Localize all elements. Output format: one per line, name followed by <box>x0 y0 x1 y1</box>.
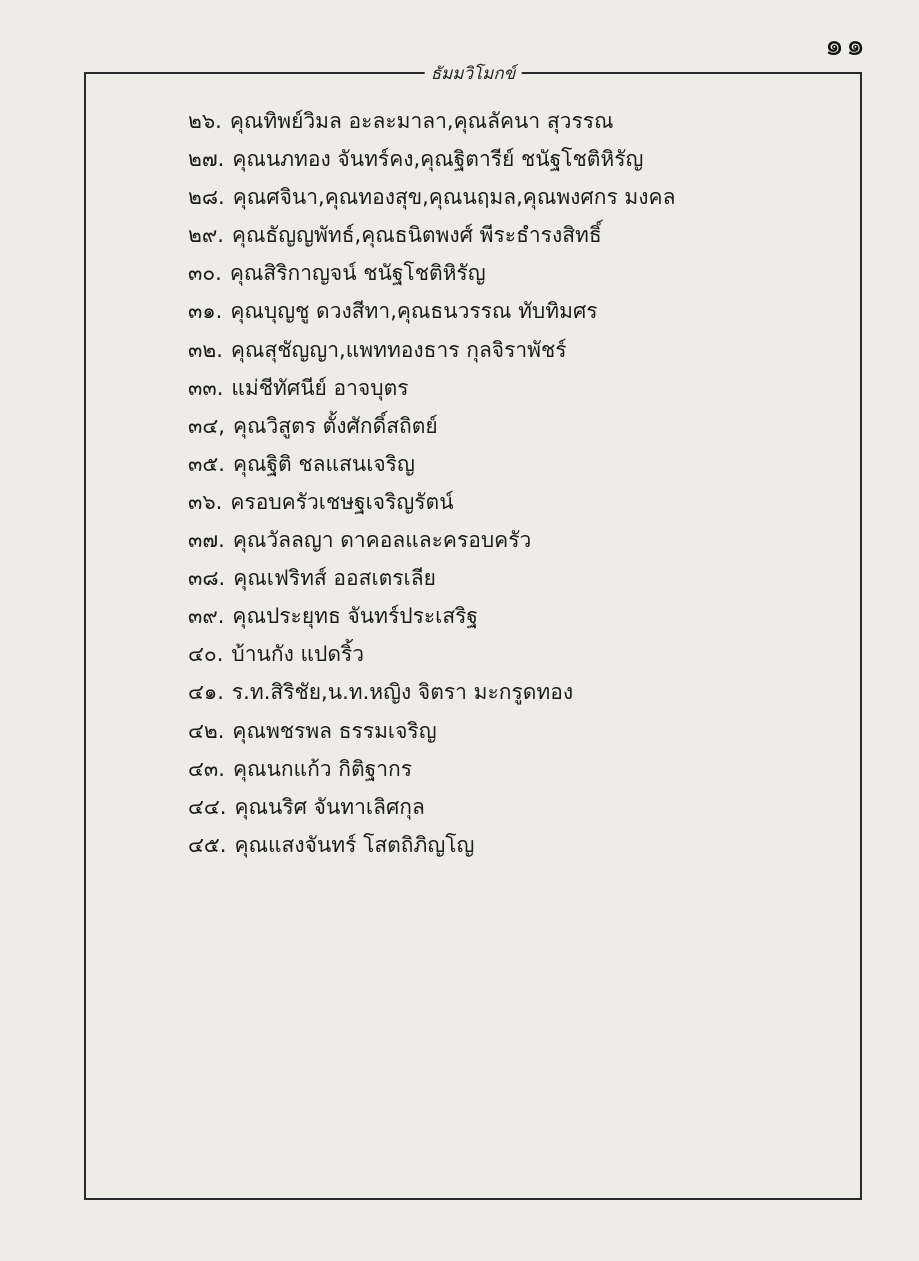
entry-number: ๓๙. <box>188 604 225 629</box>
header-label: ธัมมวิโมกข์ <box>425 60 522 87</box>
list-item <box>188 407 675 445</box>
entry-text: ครอบครัวเชษฐเจริญรัตน์ <box>230 489 454 514</box>
entry-text: คุณนริศ จันทาเลิศกุล <box>234 794 425 819</box>
list-item <box>188 788 675 826</box>
entry-number: ๓๐. <box>188 261 222 286</box>
entry-number: ๓๒. <box>188 337 223 362</box>
list-item <box>188 483 675 521</box>
list-item <box>188 750 675 788</box>
list-item <box>188 331 675 369</box>
list-item <box>188 712 675 750</box>
entry-text: คุณพชรพล ธรรมเจริญ <box>232 718 437 743</box>
list-item <box>188 826 675 864</box>
entry-number: ๒๘. <box>188 185 225 210</box>
list-item <box>188 254 675 292</box>
list-item <box>188 559 675 597</box>
entry-number: ๓๔, <box>188 413 225 438</box>
entry-text: บ้านกัง แปดริ้ว <box>231 642 365 667</box>
entry-number: ๔๕. <box>188 832 227 857</box>
entry-number: ๒๙. <box>188 223 224 248</box>
content-frame <box>84 64 862 1200</box>
list-item <box>188 102 675 140</box>
entry-text: คุณธัญญพัทธ์,คุณธนิตพงศ์ พีระธำรงสิทธิ์ <box>231 223 602 248</box>
donor-list <box>188 102 675 864</box>
entry-text: คุณเฟริทส์ ออสเตรเลีย <box>233 566 436 591</box>
entry-number: ๔๐. <box>188 642 224 667</box>
entry-number: ๔๒. <box>188 718 225 743</box>
entry-text: คุณสุชัญญา,แพททองธาร กุลจิราพัชร์ <box>230 337 567 362</box>
entry-text: คุณประยุทธ จันทร์ประเสริฐ <box>232 604 479 629</box>
entry-text: คุณวิสูตร ตั้งศักดิ์สถิตย์ <box>232 413 438 438</box>
entry-text: คุณบุญชู ดวงสีทา,คุณธนวรรณ ทับทิมศร <box>230 299 598 324</box>
entry-number: ๓๑. <box>188 299 223 324</box>
list-item <box>188 445 675 483</box>
entry-number: ๓๕. <box>188 451 225 476</box>
page-number: ๑๑ <box>824 28 867 63</box>
entry-number: ๓๖. <box>188 489 223 514</box>
list-item <box>188 178 675 216</box>
list-item <box>188 369 675 407</box>
entry-text: คุณฐิติ ชลแสนเจริญ <box>232 451 415 476</box>
list-item <box>188 216 675 254</box>
list-item <box>188 521 675 559</box>
list-item <box>188 635 675 673</box>
list-item <box>188 292 675 330</box>
entry-text: คุณสิริกาญจน์ ชนัฐโชติหิรัญ <box>229 261 486 286</box>
entry-text: ร.ท.สิริชัย,น.ท.หญิง จิตรา มะกรูดทอง <box>231 680 574 705</box>
entry-text: คุณแสงจันทร์ โสตถิภิญโญ <box>234 832 475 857</box>
entry-number: ๓๓. <box>188 375 224 400</box>
entry-number: ๒๖. <box>188 109 222 133</box>
entry-number: ๓๘. <box>188 566 226 591</box>
entry-number: ๒๗. <box>188 147 225 172</box>
list-item <box>188 597 675 635</box>
list-item <box>188 140 675 178</box>
entry-number: ๔๑. <box>188 680 224 705</box>
entry-text: คุณวัลลญา ดาคอลและครอบครัว <box>232 528 532 553</box>
entry-number: ๔๔. <box>188 794 227 819</box>
list-item <box>188 673 675 711</box>
entry-text: คุณนภทอง จันทร์คง,คุณฐิตารีย์ ชนัฐโชติหิรัญ <box>232 147 644 172</box>
entry-text: คุณทิพย์วิมล อะละมาลา,คุณลัคนา สุวรรณ <box>229 109 614 133</box>
entry-text: คุณศจินา,คุณทองสุข,คุณนฤมล,คุณพงศกร มงคล <box>232 185 676 210</box>
entry-number: ๔๓. <box>188 756 225 781</box>
entry-number: ๓๗. <box>188 528 225 553</box>
entry-text: คุณนกแก้ว กิติฐากร <box>232 756 412 781</box>
entry-text: แม่ชีทัศนีย์ อาจบุตร <box>231 375 409 400</box>
